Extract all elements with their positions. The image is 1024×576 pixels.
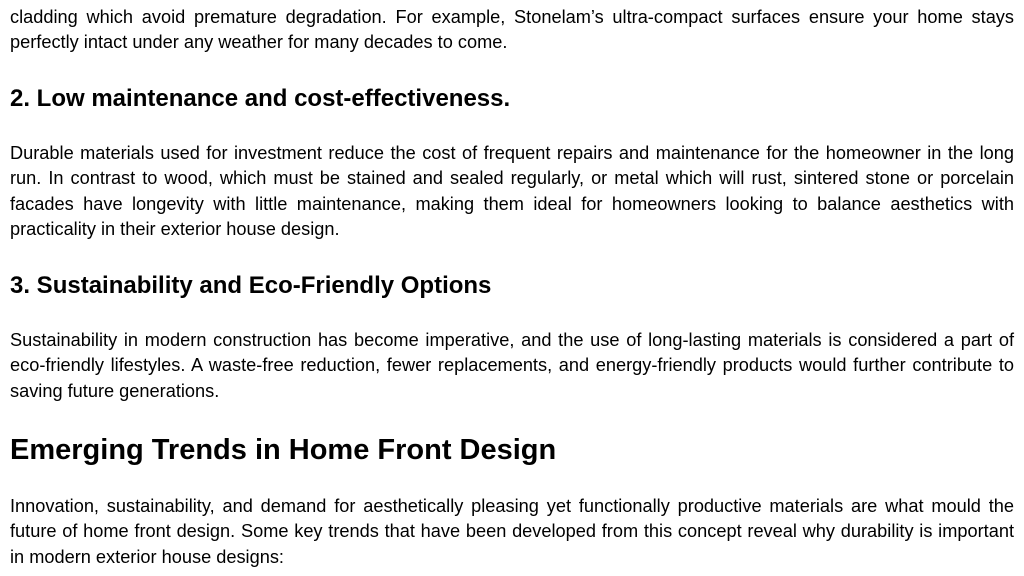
section-paragraph-sustainability: Sustainability in modern construction has become imperative, and the use of long-lasting materials is considered a part of eco-friendly lifestyles. A waste-free reduction, fewer replacements, and energy-friendly products would further contribute to saving future generations. (10, 330, 1014, 401)
section-paragraph-low-maintenance: Durable materials used for investment reduce the cost of frequent repairs and maintenance for the homeowner in the long run. In contrast to wood, which must be stained and sealed regularly, or metal which will rust, sintered stone or porcelain facades have longevity with little maintenance, making them ideal for homeowners looking to balance aesthetics with practicality in their exterior house design. (10, 143, 1014, 240)
section-paragraph-emerging-trends: Innovation, sustainability, and demand for aesthetically pleasing yet functionally productive materials are what mould the future of home front design. Some key trends that have been developed from this concept reveal why durability is important in modern exterior house designs: (10, 496, 1014, 567)
intro-paragraph-continuation: cladding which avoid premature degradation. For example, Stonelam’s ultra-compact surfaces ensure your home stays perfectly intact under any weather for many decades to come. (10, 7, 1014, 53)
section-heading-emerging-trends: Emerging Trends in Home Front Design (10, 434, 557, 466)
section-heading-low-maintenance: 2. Low maintenance and cost-effectiveness. (10, 85, 511, 112)
section-heading-sustainability: 3. Sustainability and Eco-Friendly Options (10, 272, 492, 299)
